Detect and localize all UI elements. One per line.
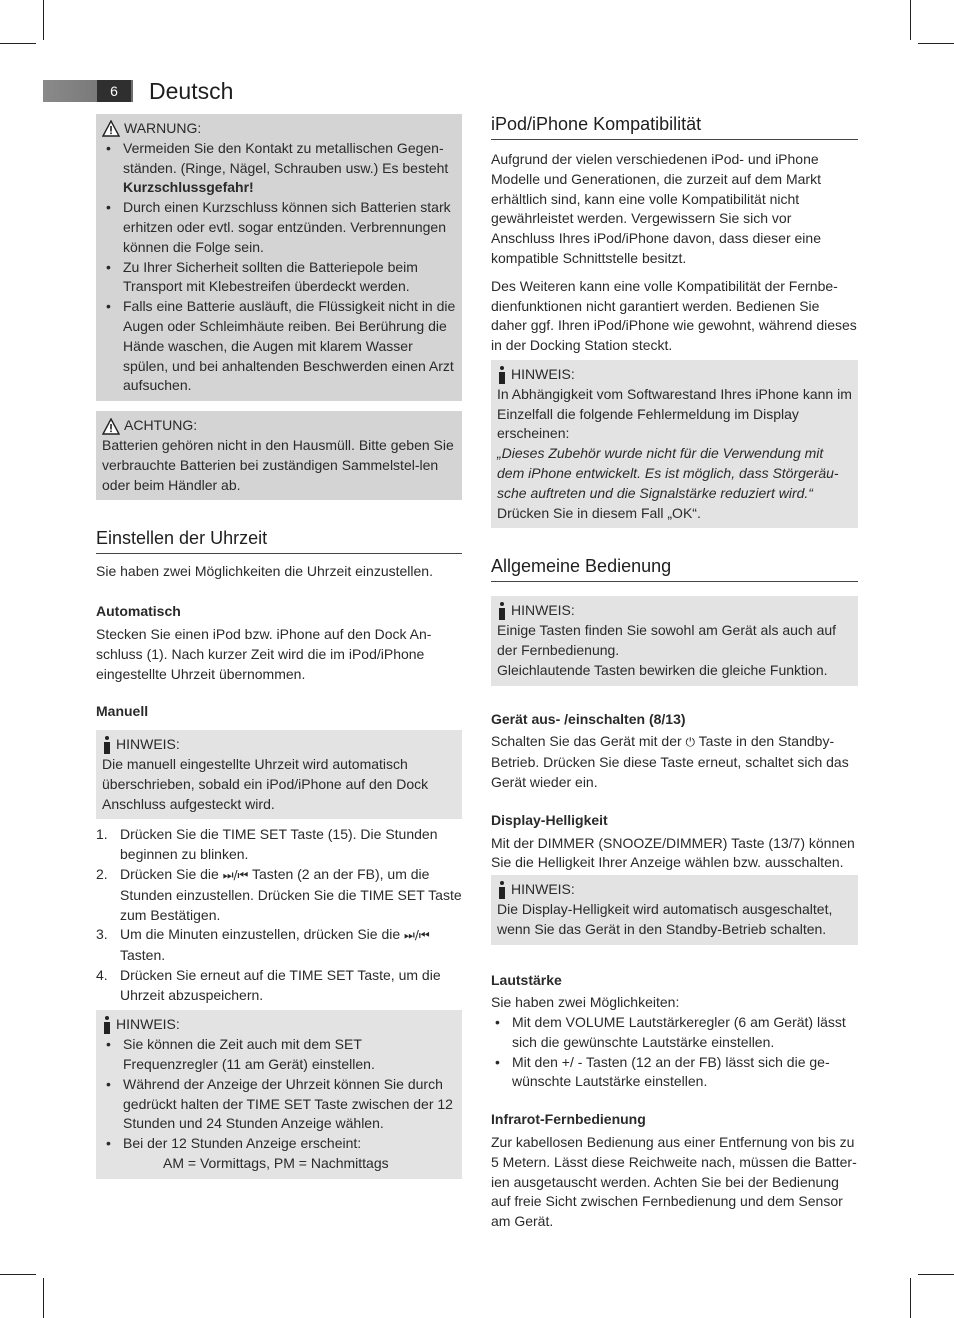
section-heading-compat: iPod/iPhone Kompatibilität	[491, 112, 858, 140]
auto-heading: Automatisch	[96, 603, 181, 620]
note-label: HINWEIS:	[511, 365, 575, 382]
ir-heading: Infrarot-Fernbedienung	[491, 1111, 646, 1128]
list-item: • Vermeiden Sie den Kontakt zu metallischen Gegen-ständen. (Ringe, Nägel, Schrauben usw.) Es besteht Kurzschlussgefahr!	[102, 139, 456, 198]
note-text: Die Display-Helligkeit wird automatisch ausgeschaltet, wenn Sie das Gerät in den Standby-Betrieb schalten.	[497, 900, 833, 937]
note-box	[491, 596, 858, 685]
crop-mark	[0, 1274, 36, 1275]
compat-paragraph: Aufgrund der vielen verschiedenen iPod- und iPhone Modelle und Generationen, die zurzeit auf dem Markt erhältlich sind, kann eine volle Kompatibilität nicht gewährleistet werden. Vergewissern Sie sich vor Anschluss Ihres iPod/iPhone davon, dass dieser eine kompatible Schnittstelle besitzt.	[491, 151, 821, 266]
skip-icon: ⏭/⏮	[404, 928, 430, 943]
crop-mark	[910, 1278, 911, 1318]
info-icon	[102, 1016, 112, 1034]
info-icon	[102, 736, 112, 754]
list-item: • Falls eine Batterie ausläuft, die Flüssigkeit nicht in die Augen oder Schleimhäute reiben. Bei Berührung die Hände waschen, die Augen mit klarem Wasser spülen, und bei anhaltenden Beschwerden einen Arzt aufsuchen.	[102, 297, 456, 396]
right-column	[491, 112, 858, 1232]
note-box	[491, 360, 858, 528]
crop-mark	[43, 0, 44, 40]
caution-box	[96, 411, 462, 500]
list-item: 4. Drücken Sie erneut auf die TIME SET Taste, um die Uhrzeit abzuspeichern.	[96, 966, 441, 1003]
warning-label: WARNUNG:	[124, 120, 202, 136]
info-icon	[497, 881, 507, 899]
skip-icon: ⏭/⏮	[222, 867, 249, 882]
note-box	[96, 730, 462, 819]
list-item: • Bei der 12 Stunden Anzeige erscheint:	[102, 1134, 456, 1154]
note-text: Drücken Sie in diesem Fall „OK“.	[497, 504, 701, 521]
note-text: Die manuell eingestellte Uhrzeit wird automatisch überschrieben, sobald ein iPod/iPhone auf den Dock Anschluss aufgesteckt wird.	[102, 755, 429, 812]
volume-list	[491, 1013, 858, 1092]
section-heading-clock: Einstellen der Uhrzeit	[96, 526, 462, 554]
crop-mark	[910, 0, 911, 40]
warning-list	[102, 139, 456, 396]
auto-text: Stecken Sie einen iPod bzw. iPhone auf den Dock An-schluss (1). Nach kurzer Zeit wird die im iPod/iPhone eingestellte Uhrzeit übernommen.	[96, 625, 432, 682]
power-text: Schalten Sie das Gerät mit der ⏻ Taste in den Standby-Betrieb. Drücken Sie diese Taste erneut, schaltet sich das Gerät wieder ein.	[491, 733, 849, 790]
crop-mark	[918, 1274, 954, 1275]
note-text: In Abhängigkeit vom Softwarestand Ihres iPhone kann im Einzelfall die folgende Fehlermeldung im Display erscheinen:	[497, 385, 852, 442]
note-list	[102, 1035, 456, 1154]
manual-heading: Manuell	[96, 703, 149, 720]
list-item: • Zu Ihrer Sicherheit sollten die Batteriepole beim Transport mit Klebestreifen überdeckt werden.	[102, 258, 456, 298]
display-text: Mit der DIMMER (SNOOZE/DIMMER) Taste (13/7) können Sie die Helligkeit Ihrer Anzeige wählen bzw. ausschalten.	[491, 834, 855, 871]
crop-mark	[43, 1278, 44, 1318]
caution-text: Batterien gehören nicht in den Hausmüll. Bitte geben Sie verbrauchte Batterien bei zuständigen Sammelstel-len oder beim Händler ab.	[102, 436, 454, 493]
list-item: • Sie können die Zeit auch mit dem SET Frequenzregler (11 am Gerät) einstellen.	[102, 1035, 456, 1075]
power-icon: ⏻	[685, 735, 696, 750]
list-item: 3. Um die Minuten einzustellen, drücken Sie die ⏭/⏮ Tasten.	[96, 926, 430, 964]
warning-icon	[102, 120, 120, 137]
info-icon	[497, 602, 507, 620]
note-box	[491, 875, 858, 944]
note-quote: „Dieses Zubehör wurde nicht für die Verwendung mit dem iPhone entwickelt. Es ist möglich, dass Störgeräu-sche auftreten und die Signalstärke reduziert wird.“	[497, 445, 839, 501]
list-item: 1. Drücken Sie die TIME SET Taste (15). Die Stunden beginnen zu blinken.	[96, 826, 438, 863]
list-item: • Mit dem VOLUME Lautstärkeregler (6 am Gerät) lässt sich die gewünschte Lautstärke einstellen.	[491, 1013, 858, 1053]
note-text: Gleichlautende Tasten bewirken die gleiche Funktion.	[497, 661, 828, 678]
warning-icon	[102, 418, 120, 435]
note-label: HINWEIS:	[511, 602, 575, 619]
steps-list	[96, 825, 462, 1005]
volume-heading: Lautstärke	[491, 971, 562, 988]
crop-mark	[0, 43, 36, 44]
note-label: HINWEIS:	[116, 736, 180, 753]
note-box	[96, 1010, 462, 1178]
section-heading-general: Allgemeine Bedienung	[491, 554, 858, 582]
list-item: • Mit den +/ - Tasten (12 an der FB) lässt sich die ge-wünschte Lautstärke einstellen.	[491, 1053, 858, 1093]
list-item: 2. Drücken Sie die ⏭/⏮ Tasten (2 an der FB), um die Stunden einzustellen. Drücken Sie die TIME SET Taste zum Bestätigen.	[96, 865, 462, 923]
clock-intro: Sie haben zwei Möglichkeiten die Uhrzeit einzustellen.	[96, 563, 433, 580]
note-extra: AM = Vormittags, PM = Nachmittags	[163, 1155, 389, 1172]
note-label: HINWEIS:	[116, 1016, 180, 1033]
list-item: • Durch einen Kurzschluss können sich Batterien stark erhitzen oder evtl. sogar entzünden. Verbrennungen können die Folge sein.	[102, 198, 456, 257]
compat-paragraph: Des Weiteren kann eine volle Kompatibilität der Fernbe-dienfunktionen nicht garantiert werden. Bedienen Sie daher ggf. Ihren iPod/iPhone wie gewohnt, während dieses in der Docking Station steckt.	[491, 277, 857, 354]
ir-text: Zur kabellosen Bedienung aus einer Entfernung von bis zu 5 Metern. Lässt diese Reichweite nach, müssen die Batter-ien ausgetauscht werden. Achten Sie bei der Bedienung auf freie Sicht zwischen Fernbedienung und dem Sensor am Gerät.	[491, 1134, 857, 1230]
volume-intro: Sie haben zwei Möglichkeiten:	[491, 994, 680, 1011]
crop-mark	[918, 43, 954, 44]
power-heading: Gerät aus- /einschalten (8/13)	[491, 710, 686, 727]
note-text: Einige Tasten finden Sie sowohl am Gerät als auch auf der Fernbedienung.	[497, 622, 837, 658]
page-number: 6	[97, 80, 131, 102]
page-title: Deutsch	[149, 78, 234, 104]
list-item: • Während der Anzeige der Uhrzeit können Sie durch gedrückt halten der TIME SET Taste zwischen der 12 Stunden und 24 Stunden Anzeige wählen.	[102, 1075, 456, 1134]
left-column	[96, 114, 462, 1189]
caution-label: ACHTUNG:	[124, 417, 198, 434]
warning-box	[96, 114, 462, 401]
note-label: HINWEIS:	[511, 881, 575, 898]
info-icon	[497, 366, 507, 384]
display-heading: Display-Helligkeit	[491, 811, 608, 828]
